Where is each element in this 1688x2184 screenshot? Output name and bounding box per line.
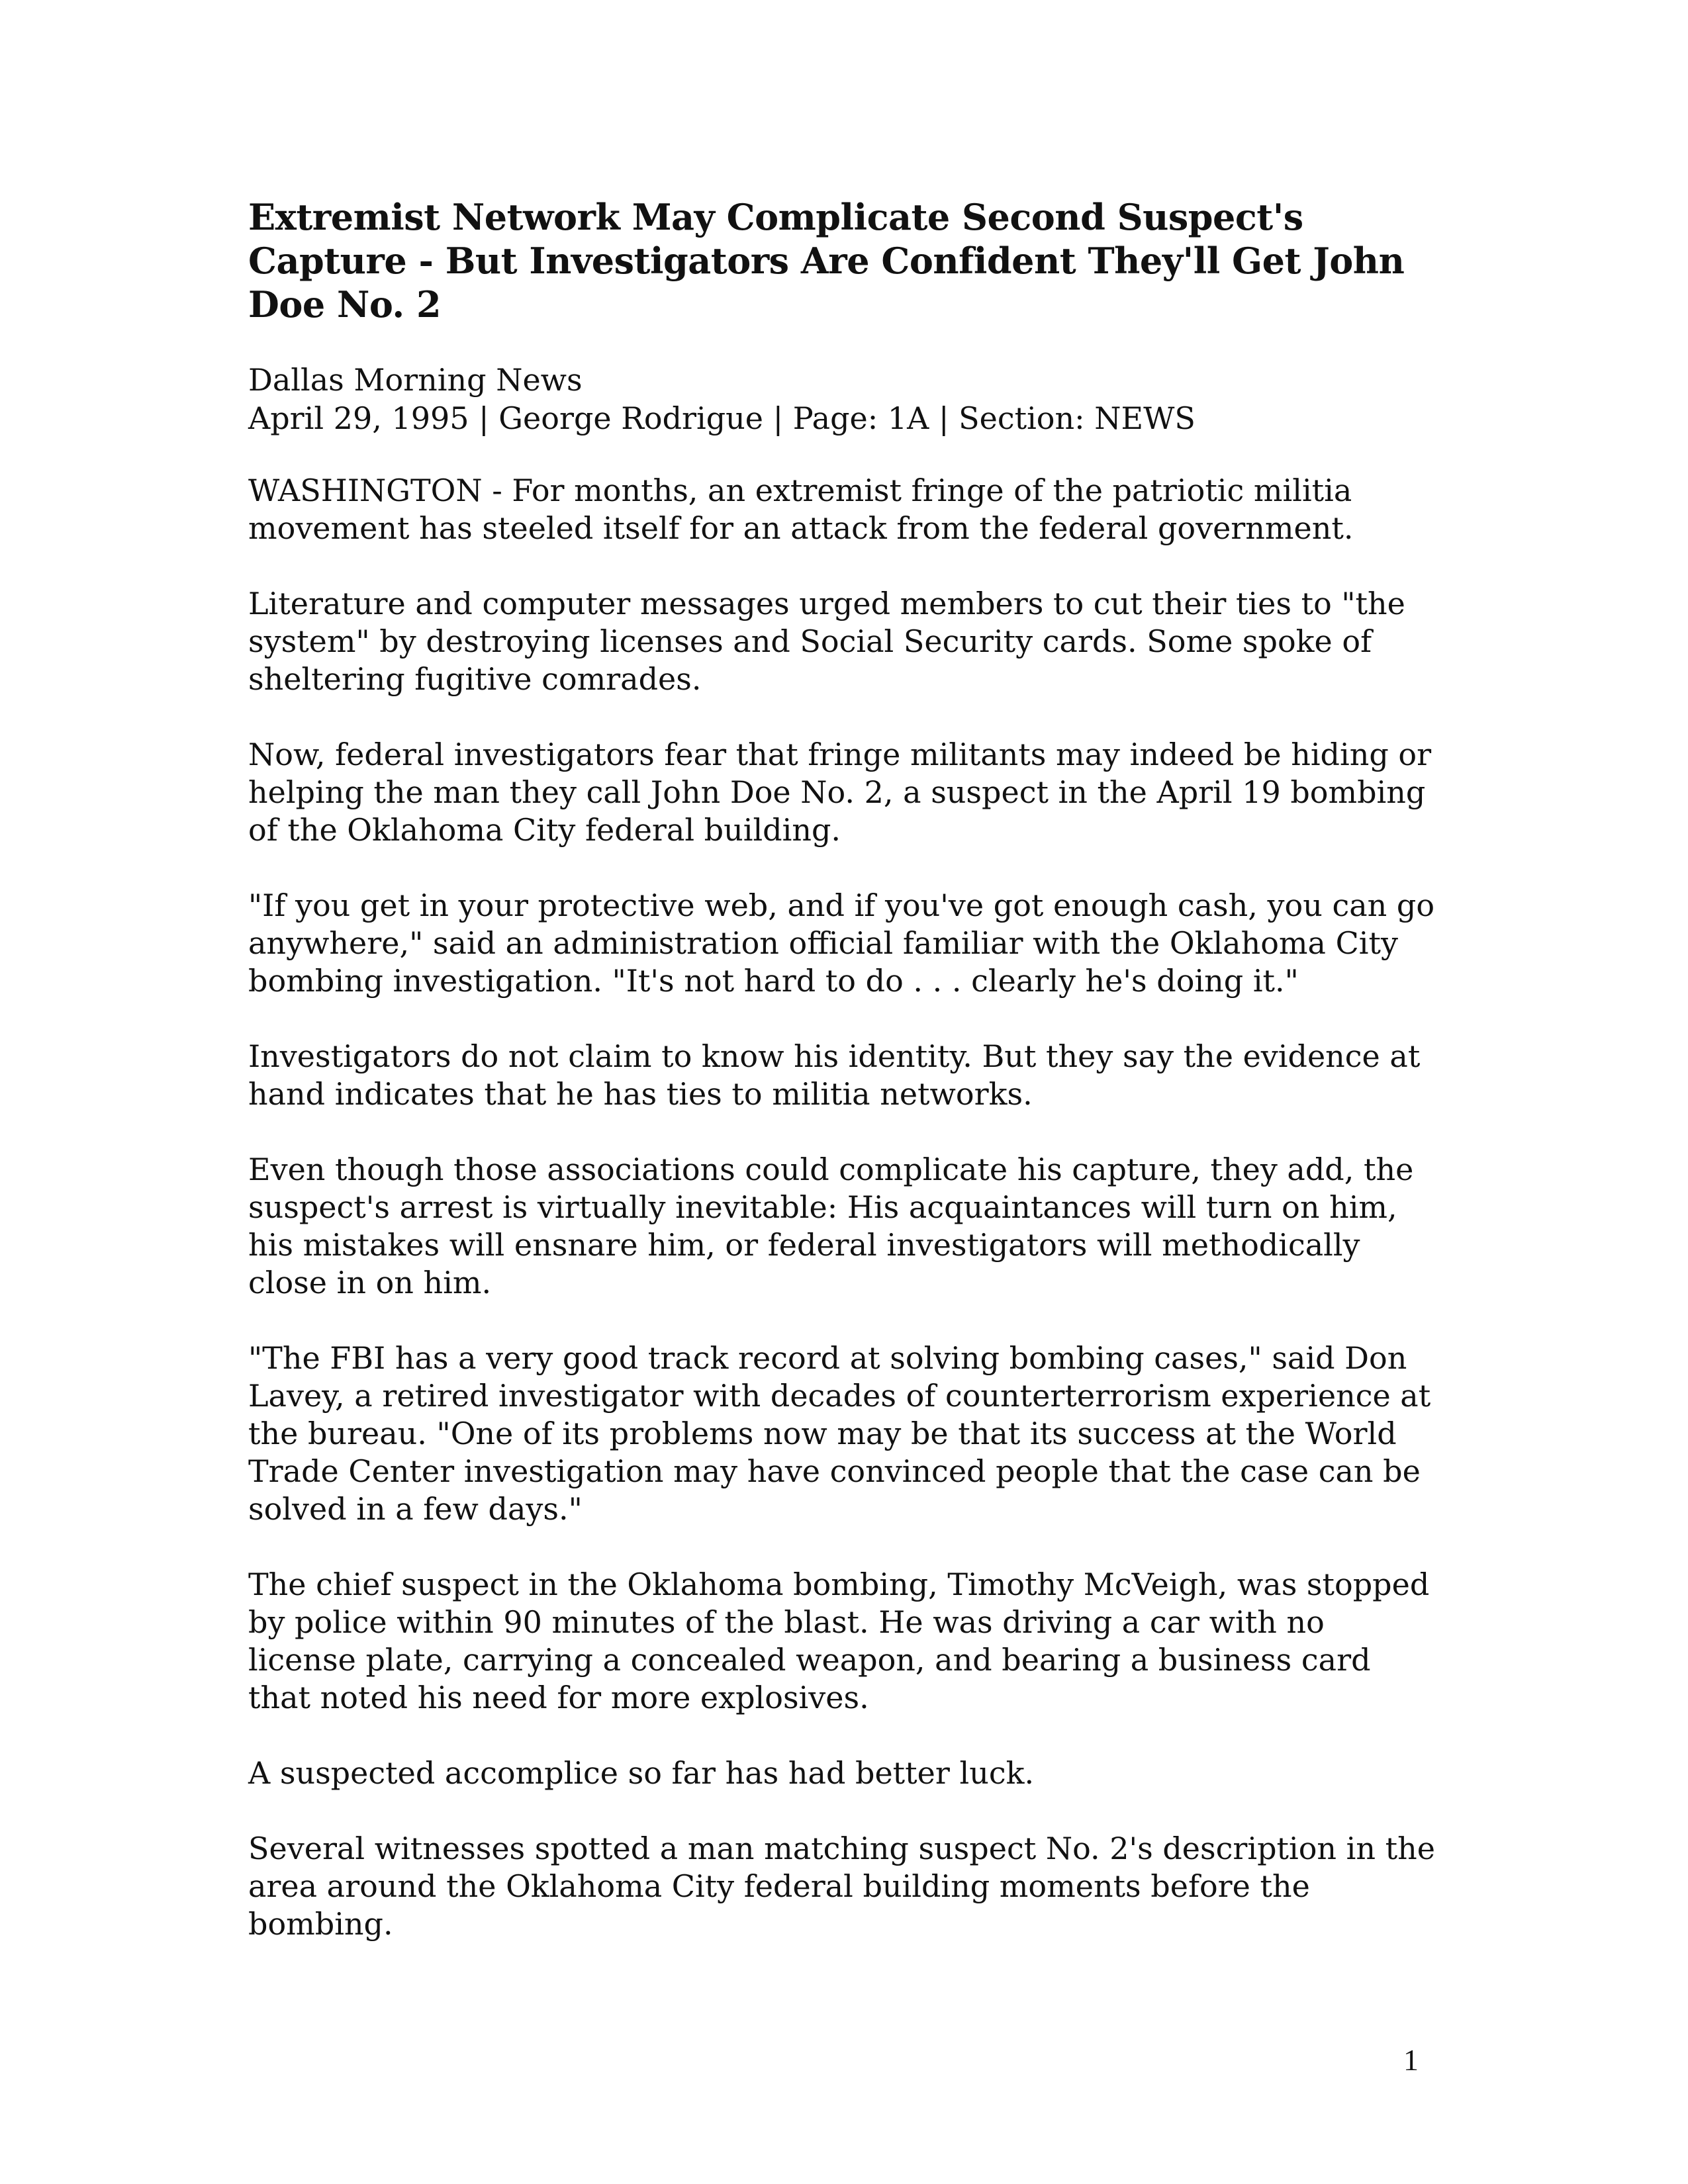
paragraph: Investigators do not claim to know his identity. But they say the evidence at hand indicates that he has ties to militia networks.	[248, 1038, 1421, 1112]
paragraph: A suspected accomplice so far has had better luck.	[248, 1755, 1035, 1791]
paragraph: WASHINGTON - For months, an extremist fringe of the patriotic militia movement has steeled itself for an attack from the federal government.	[248, 473, 1354, 546]
byline	[248, 399, 1440, 437]
article-section: Section: NEWS	[959, 400, 1196, 436]
paragraph: Even though those associations could complicate his capture, they add, the suspect's arrest is virtually inevitable: His acquaintances will turn on him, his mistakes will ensnare him, or federal investigators will methodically close in on him.	[248, 1152, 1414, 1300]
publication-name: Dallas Morning News	[248, 362, 583, 398]
paragraph: "The FBI has a very good track record at solving bombing cases," said Don Lavey, a retired investigator with decades of counterterrorism experience at the bureau. "One of its problems now may be that its success at the World Trade Center investigation may have convinced people that the case can be solved in a few days."	[248, 1340, 1431, 1527]
article-author: George Rodrigue	[498, 400, 764, 436]
byline-separator: |	[763, 400, 793, 436]
source-block	[248, 361, 1440, 437]
document-page	[248, 195, 1440, 1981]
article-page: Page: 1A	[792, 400, 929, 436]
paragraph: Several witnesses spotted a man matching suspect No. 2's description in the area around the Oklahoma City federal building moments before the bombing.	[248, 1831, 1435, 1942]
article-headline: Extremist Network May Complicate Second Suspect's Capture - But Investigators Are Confident They'll Get John Doe No. 2	[248, 196, 1405, 326]
paragraph: Literature and computer messages urged members to cut their ties to "the system" by destroying licenses and Social Security cards. Some spoke of sheltering fugitive comrades.	[248, 586, 1405, 697]
byline-separator: |	[469, 400, 499, 436]
paragraph: The chief suspect in the Oklahoma bombing, Timothy McVeigh, was stopped by police within 90 minutes of the blast. He was driving a car with no license plate, carrying a concealed weapon, and bearing a business card that noted his need for more explosives.	[248, 1567, 1430, 1715]
page-number: 1	[1403, 2043, 1419, 2077]
paragraph: Now, federal investigators fear that fringe militants may indeed be hiding or helping the man they call John Doe No. 2, a suspect in the April 19 bombing of the Oklahoma City federal building.	[248, 737, 1432, 848]
article-date: April 29, 1995	[248, 400, 469, 436]
paragraph: "If you get in your protective web, and if you've got enough cash, you can go anywhere," said an administration official familiar with the Oklahoma City bombing investigation. "It's not hard to do . . . clearly he's doing it."	[248, 887, 1435, 999]
article-body	[248, 472, 1440, 1943]
byline-separator: |	[929, 400, 959, 436]
